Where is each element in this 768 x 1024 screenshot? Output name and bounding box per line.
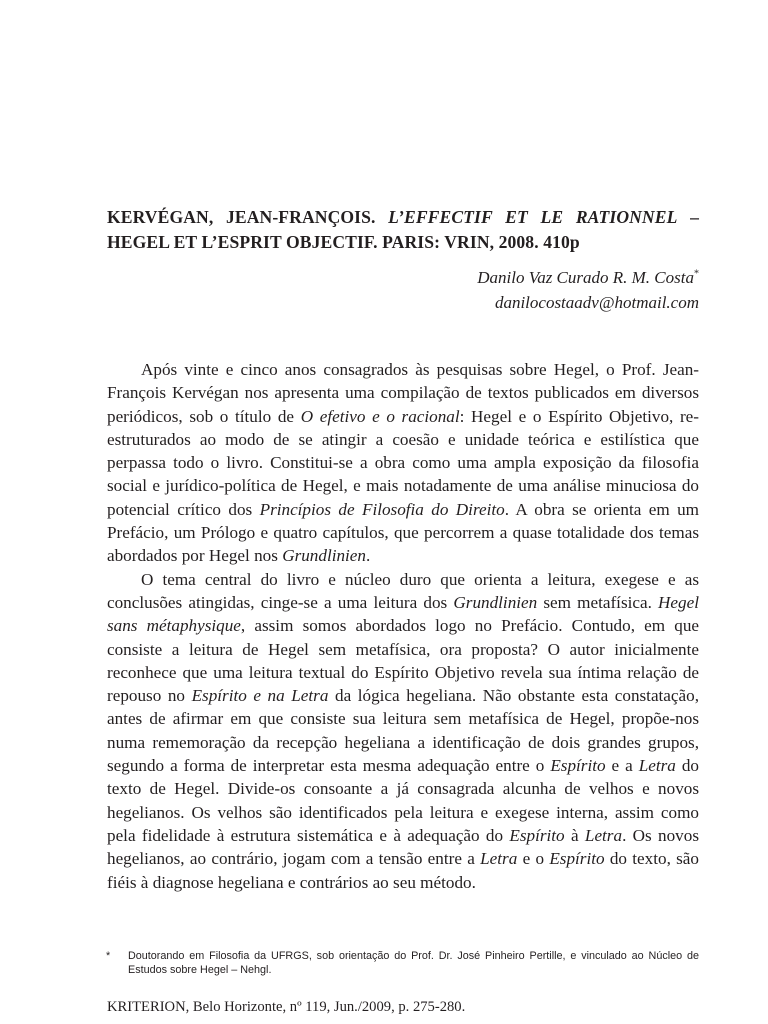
italic-run: Espírito — [550, 756, 606, 776]
paragraph-2 — [107, 568, 699, 894]
footnote-text: Doutorando em Filosofia da UFRGS, sob orientação do Prof. Dr. José Pinheiro Pertille, e vinculado ao Núcleo de Estudos sobre Hegel – Nehgl. — [128, 950, 699, 976]
title-author-part: KERVÉGAN, JEAN-FRANÇOIS. — [107, 207, 389, 227]
review-title — [107, 205, 699, 255]
text-run: e a — [605, 756, 639, 776]
italic-run: Letra — [638, 756, 676, 776]
body-text — [107, 358, 699, 894]
text-run: Após vinte e cinco anos consagrados às pesquisas sobre Hegel, o Prof. Jean-François Kervégan nos apresenta uma compilação de textos publicados em diversos periódicos, sob o título de — [107, 360, 699, 426]
page-footer-citation: KRITERION, Belo Horizonte, nº 119, Jun./2009, p. 275-280. — [107, 999, 466, 1015]
text-run: e o — [517, 849, 550, 869]
author-name: Danilo Vaz Curado R. M. Costa — [477, 268, 694, 287]
footnote — [107, 950, 699, 977]
text-run: do texto, são fiéis à diagnose hegeliana e contrários ao seu método. — [107, 849, 699, 892]
author-footnote-mark: * — [694, 268, 699, 280]
italic-run: Hegel sans métaphysique — [107, 592, 699, 636]
title-rest: – HEGEL ET L’ESPRIT OBJECTIF. PARIS: VRIN, 2008. 410p — [107, 207, 699, 252]
text-run: à — [564, 825, 585, 845]
italic-run: Espírito — [549, 849, 605, 869]
text-run: . — [365, 546, 371, 566]
title-book-italic: L’EFFECTIF ET LE RATIONNEL — [388, 207, 678, 227]
author-name-line — [299, 265, 699, 290]
text-run: sem metafísica. — [537, 592, 659, 612]
text-run: . A obra se orienta em um Prefácio, um Prólogo e quatro capítulos, que percorrem a quase totalidade dos temas abordados por Hegel nos — [107, 499, 699, 566]
italic-run: O efetivo e o racional — [300, 406, 460, 426]
footnote-mark: * — [106, 950, 111, 962]
italic-run: Letra — [480, 849, 518, 869]
text-run: . Os novos hegelianos, ao contrário, jogam com a tensão entre a — [107, 825, 699, 869]
italic-run: Espírito — [509, 825, 565, 845]
italic-run: Princípios de Filosofia do Direito — [259, 499, 505, 519]
italic-run: Espírito e na Letra — [191, 686, 329, 706]
paragraph-1 — [107, 358, 699, 568]
author-block — [299, 265, 699, 315]
text-run: da lógica hegeliana. Não obstante esta constatação, antes de afirmar em que consiste sua leitura sem metafísica de Hegel, propõe-nos numa rememoração da recepção hegeliana a identificação de dois grandes grupos, segundo a forma de interpretar esta mesma adequação entre o — [107, 686, 699, 776]
italic-run: Grundlinien — [282, 546, 366, 566]
italic-run: Letra — [584, 825, 623, 845]
text-run: , assim somos abordados logo no Prefácio. Contudo, em que consiste a leitura de Hegel sem metafísica, ora proposta? O autor inicialmente reconhece que uma leitura textual do Espírito Objetivo revela sua íntima relação de repouso no — [107, 616, 700, 706]
text-run: : Hegel e o Espírito Objetivo, re-estruturados ao modo de se atingir a coesão e unidade teórica e estilística que perpassa todo o livro. Constitui-se a obra como uma ampla exposição da filosofia social e jurídico-política de Hegel, e mais notadamente de uma análise minuciosa do potencial crítico dos — [107, 406, 699, 519]
text-run: do texto de Hegel. Divide-os consoante a já consagrada alcunha de velhos e novos hegelianos. Os velhos são identificados pela leitura e exegese interna, assim como pela fidelidade à estrutura sistemática e à adequação do — [107, 756, 699, 845]
italic-run: Grundlinien — [453, 592, 538, 612]
author-email: danilocostaadv@hotmail.com — [494, 293, 699, 312]
text-run: O tema central do livro e núcleo duro que orienta a leitura, exegese e as conclusões atingidas, cinge-se a uma leitura dos — [107, 569, 699, 612]
